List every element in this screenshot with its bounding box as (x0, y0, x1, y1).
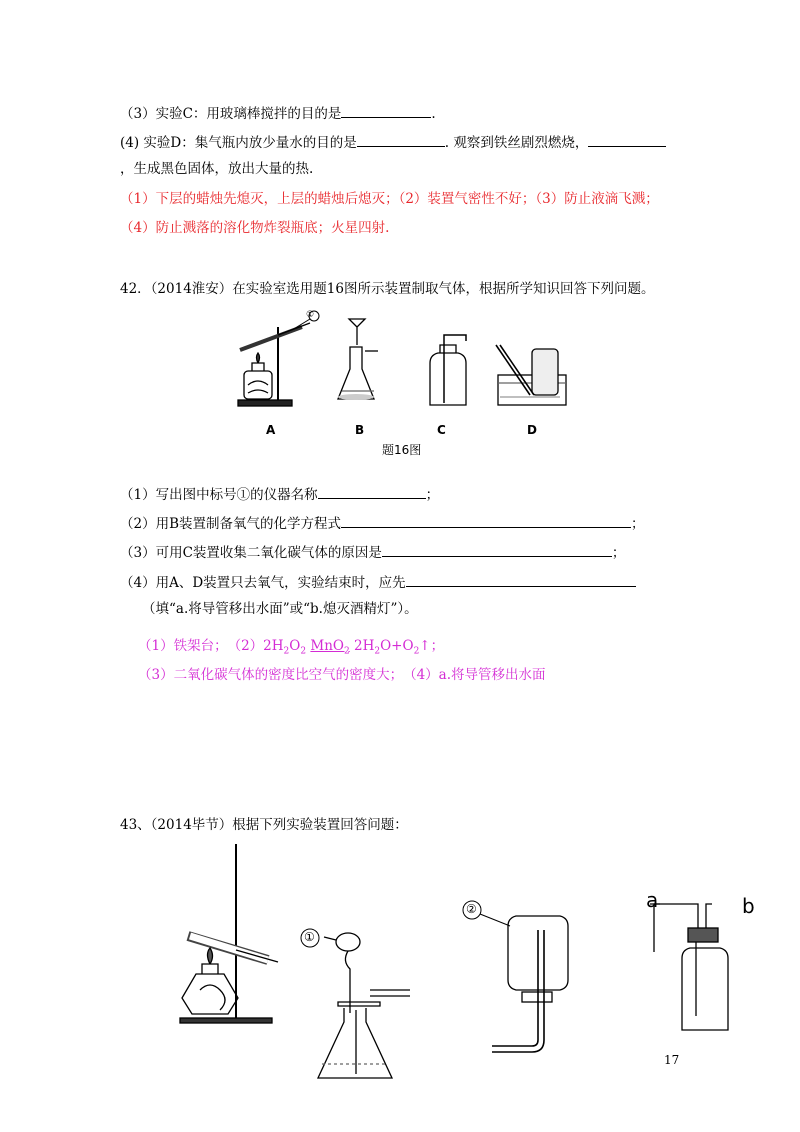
q42-sub-1: （1）写出图中标号①的仪器名称 ； (120, 484, 439, 504)
marker-1-label-q43: ① (304, 930, 315, 944)
q41-line-4: (4) 实验D：集气瓶内放少量水的目的是 . 观察到铁丝剧烈燃烧， (120, 132, 666, 152)
q43-stem: 43、（2014毕节）根据下列实验装置回答问题： (120, 817, 408, 833)
stand-apparatus-drawing (180, 844, 278, 1023)
answer-blank (318, 484, 426, 499)
q41-answer-2: （4）防止溅落的溶化物炸裂瓶底；火星四射. (120, 220, 390, 236)
wash-bottle-drawing (650, 904, 728, 1030)
label-d: D (527, 423, 537, 437)
label-b: B (355, 423, 365, 437)
answer-blank (382, 542, 612, 557)
apparatus-a-drawing (238, 323, 310, 406)
answer-blank (406, 572, 636, 587)
apparatus-b-drawing (338, 319, 378, 400)
marker-1-label: ① (306, 310, 315, 320)
q42-sub-4: （4）用A、D装置只去氧气，实验结束时，应先 (120, 572, 636, 592)
label-a: A (266, 423, 276, 437)
q42-apparatus-figure (230, 305, 570, 415)
answer-blank (357, 132, 445, 147)
apparatus-d-drawing (496, 345, 566, 405)
q42-answer-2: （3）二氧化碳气体的密度比空气的密度大； （4）a.将导管移出水面 (138, 667, 546, 683)
q42-stem: 42．（2014淮安）在实验室选用题16图所示装置制取气体，根据所学知识回答下列问题。 (120, 281, 655, 297)
marker-2-label-q43: ② (466, 902, 477, 916)
q42-answer-1: （1）铁架台； $(2)2H_2O_2$ MnO$_2$ $2H_2O+O_2↑$； (138, 638, 445, 657)
q41-line-4b: ，生成黑色固体，放出大量的热. (120, 161, 314, 177)
gas-jar-drawing (492, 916, 568, 1052)
q42-sub-3: （3）可用C装置收集二氧化碳气体的原因是 ； (120, 542, 625, 562)
figure-caption: 题16图 (382, 443, 422, 457)
answer-blank (341, 103, 431, 118)
label-c: C (437, 423, 446, 437)
page-number: 17 (664, 1053, 680, 1067)
q42-sub-4b: （填“a.将导管移出水面”或“b.熄灭酒精灯”）。 (142, 601, 418, 617)
label-a-port: a (646, 888, 659, 912)
flask-apparatus-drawing (318, 933, 410, 1078)
answer-blank (341, 513, 631, 528)
apparatus-c-drawing (430, 335, 466, 405)
q41-answer-1: （1）下层的蜡烛先熄灭，上层的蜡烛后熄灭；（2）装置气密性不好；（3）防止液滴飞溅； (120, 191, 659, 207)
label-b-port: b (742, 894, 755, 918)
answer-blank (588, 132, 666, 147)
q43-apparatus-figure (160, 840, 780, 1090)
q42-sub-2: （2）用B装置制备氧气的化学方程式 ； (120, 513, 645, 533)
q41-line-3: （3）实验C：用玻璃棒搅拌的目的是 . (120, 103, 436, 123)
